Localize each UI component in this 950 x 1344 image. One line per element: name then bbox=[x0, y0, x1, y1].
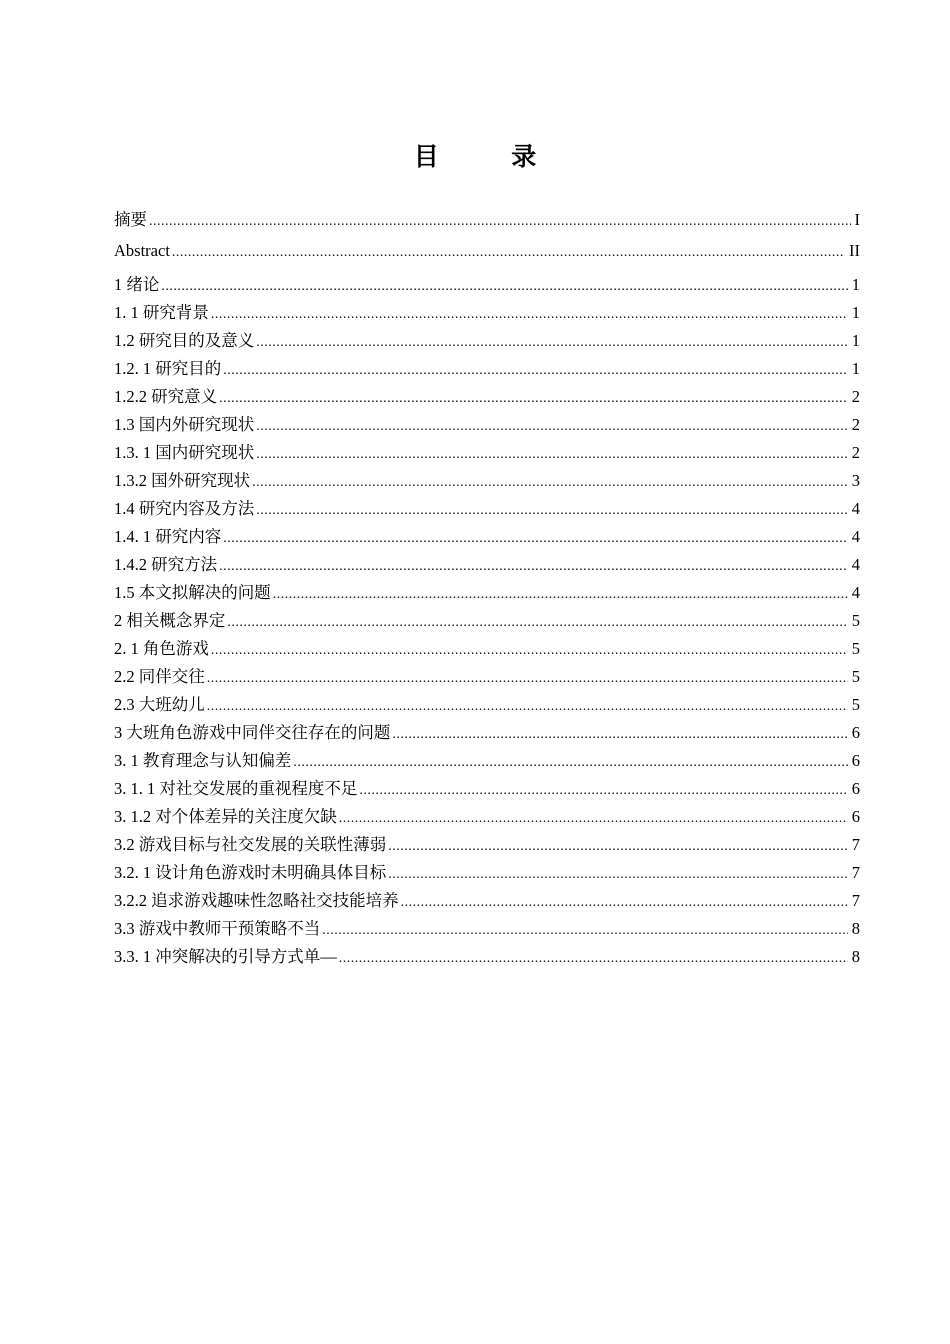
toc-entry[interactable] bbox=[114, 439, 860, 467]
toc-entry-title: 3. 1.2 对个体差异的关注度欠缺 bbox=[114, 807, 337, 826]
toc-entry-title: 1.4 研究内容及方法 bbox=[114, 499, 255, 518]
dot-leader bbox=[401, 889, 848, 917]
toc-entry-title: 1 绪论 bbox=[114, 275, 160, 294]
toc-entry-title: 1. 1 研究背景 bbox=[114, 303, 209, 322]
dot-leader bbox=[256, 329, 848, 357]
table-of-contents bbox=[114, 206, 860, 971]
dot-leader bbox=[211, 637, 848, 665]
toc-entry-title: 3.2 游戏目标与社交发展的关联性薄弱 bbox=[114, 835, 387, 854]
dot-leader bbox=[392, 721, 847, 749]
toc-entry[interactable] bbox=[114, 943, 860, 971]
page-title: 目 录 bbox=[413, 141, 560, 171]
toc-entry-title: 3.2.2 追求游戏趣味性忽略社交技能培养 bbox=[114, 891, 399, 910]
toc-entry-title: 3.3. 1 冲突解决的引导方式单— bbox=[114, 947, 337, 966]
toc-entry[interactable] bbox=[114, 467, 860, 495]
toc-entry[interactable] bbox=[114, 299, 860, 327]
dot-leader bbox=[256, 497, 848, 525]
dot-leader bbox=[256, 441, 848, 469]
toc-entry[interactable] bbox=[114, 663, 860, 691]
dot-leader bbox=[388, 861, 848, 889]
toc-entry-title: 2. 1 角色游戏 bbox=[114, 639, 209, 658]
toc-entry[interactable] bbox=[114, 327, 860, 355]
toc-entry-title: 1.3 国内外研究现状 bbox=[114, 415, 255, 434]
dot-leader bbox=[227, 609, 847, 637]
toc-entry[interactable] bbox=[114, 579, 860, 607]
toc-entry-title: 1.4.2 研究方法 bbox=[114, 555, 218, 574]
dot-leader bbox=[273, 581, 848, 609]
toc-entry[interactable] bbox=[114, 859, 860, 887]
toc-entry-title: 1.3.2 国外研究现状 bbox=[114, 471, 251, 490]
toc-entry-page: 4 bbox=[851, 555, 860, 574]
toc-entry-page: 4 bbox=[851, 527, 860, 546]
dot-leader bbox=[223, 525, 848, 553]
dot-leader bbox=[161, 273, 847, 301]
dot-leader bbox=[388, 833, 848, 861]
toc-entry-page: 5 bbox=[851, 611, 860, 630]
toc-entry-page: 2 bbox=[851, 415, 860, 434]
toc-entry-page: II bbox=[849, 241, 860, 260]
dot-leader bbox=[149, 208, 851, 236]
toc-entry-title: 3.2. 1 设计角色游戏时未明确具体目标 bbox=[114, 863, 387, 882]
dot-leader bbox=[219, 385, 848, 413]
toc-entry[interactable] bbox=[114, 411, 860, 439]
toc-entry-title: 3.3 游戏中教师干预策略不当 bbox=[114, 919, 321, 938]
dot-leader bbox=[223, 357, 848, 385]
toc-entry-title: 1.2 研究目的及意义 bbox=[114, 331, 255, 350]
toc-entry-page: 8 bbox=[851, 947, 860, 966]
toc-entry-page: 8 bbox=[851, 919, 860, 938]
dot-leader bbox=[219, 553, 848, 581]
toc-entry-page: 1 bbox=[851, 275, 860, 294]
toc-entry-title: 2.3 大班幼儿 bbox=[114, 695, 205, 714]
toc-entry-page: 6 bbox=[851, 779, 860, 798]
toc-entry-abstract-en[interactable] bbox=[114, 237, 860, 265]
dot-leader bbox=[339, 945, 848, 973]
toc-entry-title: 1.3. 1 国内研究现状 bbox=[114, 443, 255, 462]
toc-entry-page: 4 bbox=[851, 499, 860, 518]
toc-entry-page: 5 bbox=[851, 667, 860, 686]
toc-entry-title: 2.2 同伴交往 bbox=[114, 667, 205, 686]
toc-entry-page: 2 bbox=[851, 443, 860, 462]
toc-entry-page: 2 bbox=[851, 387, 860, 406]
toc-entry[interactable] bbox=[114, 775, 860, 803]
toc-entry-page: 7 bbox=[851, 835, 860, 854]
toc-entry[interactable] bbox=[114, 803, 860, 831]
toc-entry[interactable] bbox=[114, 355, 860, 383]
dot-leader bbox=[322, 917, 848, 945]
toc-entry-page: 1 bbox=[851, 331, 860, 350]
toc-entry[interactable] bbox=[114, 887, 860, 915]
toc-entry-title: Abstract bbox=[114, 241, 170, 260]
toc-entry-title: 2 相关概念界定 bbox=[114, 611, 226, 630]
toc-entry-title: 3. 1 教育理念与认知偏差 bbox=[114, 751, 292, 770]
toc-entry-title: 1.2. 1 研究目的 bbox=[114, 359, 222, 378]
toc-entry-page: 5 bbox=[851, 639, 860, 658]
toc-entry-page: 4 bbox=[851, 583, 860, 602]
toc-entry-title: 1.2.2 研究意义 bbox=[114, 387, 218, 406]
toc-entry-page: I bbox=[854, 210, 860, 229]
toc-entry[interactable] bbox=[114, 691, 860, 719]
toc-entry-page: 5 bbox=[851, 695, 860, 714]
dot-leader bbox=[256, 413, 848, 441]
dot-leader bbox=[252, 469, 848, 497]
toc-entry-title: 1.5 本文拟解决的问题 bbox=[114, 583, 271, 602]
toc-entry-page: 3 bbox=[851, 471, 860, 490]
toc-entry-title: 摘要 bbox=[114, 210, 147, 229]
toc-entry[interactable] bbox=[114, 747, 860, 775]
toc-entry-page: 6 bbox=[851, 807, 860, 826]
toc-entry[interactable] bbox=[114, 523, 860, 551]
dot-leader bbox=[293, 749, 847, 777]
toc-entry[interactable] bbox=[114, 383, 860, 411]
toc-entry[interactable] bbox=[114, 915, 860, 943]
dot-leader bbox=[211, 301, 848, 329]
toc-entry-page: 7 bbox=[851, 863, 860, 882]
toc-entry[interactable] bbox=[114, 495, 860, 523]
toc-entry-abstract-cn[interactable] bbox=[114, 206, 860, 234]
toc-entry[interactable] bbox=[114, 635, 860, 663]
dot-leader bbox=[339, 805, 848, 833]
dot-leader bbox=[359, 777, 847, 805]
toc-entry[interactable] bbox=[114, 271, 860, 299]
dot-leader bbox=[207, 665, 848, 693]
toc-entry-page: 6 bbox=[851, 751, 860, 770]
toc-entry-page: 6 bbox=[851, 723, 860, 742]
toc-entry-page: 1 bbox=[851, 303, 860, 322]
toc-entry-title: 1.4. 1 研究内容 bbox=[114, 527, 222, 546]
toc-entry[interactable] bbox=[114, 831, 860, 859]
toc-entry[interactable] bbox=[114, 607, 860, 635]
toc-entry-page: 1 bbox=[851, 359, 860, 378]
toc-entry-page: 7 bbox=[851, 891, 860, 910]
dot-leader bbox=[207, 693, 848, 721]
dot-leader bbox=[172, 239, 845, 267]
toc-entry-title: 3 大班角色游戏中同伴交往存在的问题 bbox=[114, 723, 391, 742]
toc-entry[interactable] bbox=[114, 719, 860, 747]
toc-entry-title: 3. 1. 1 对社交发展的重视程度不足 bbox=[114, 779, 358, 798]
toc-entry[interactable] bbox=[114, 551, 860, 579]
